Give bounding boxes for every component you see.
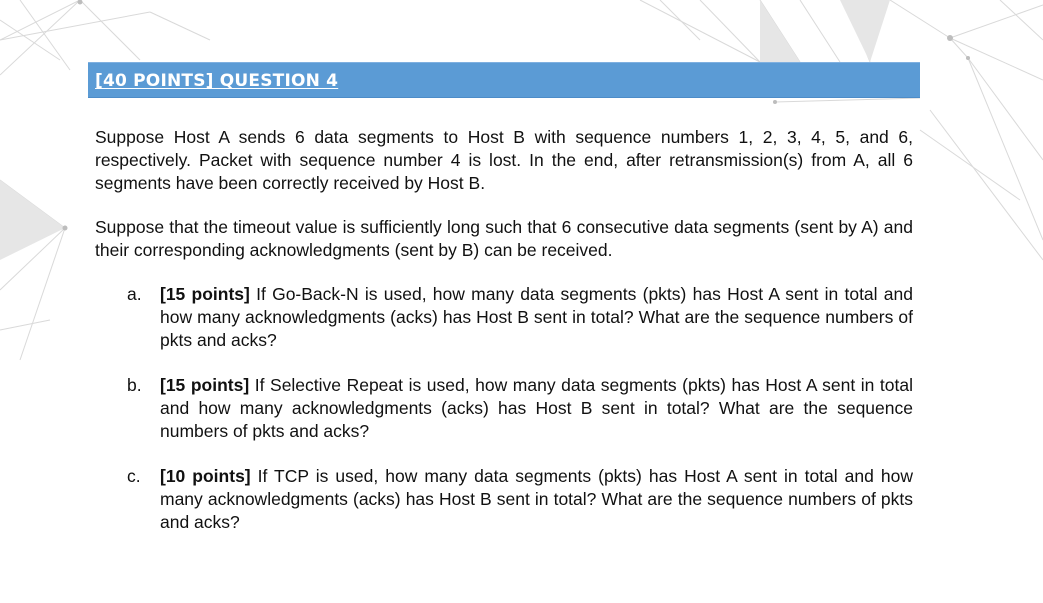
intro-paragraph-2: Suppose that the timeout value is sufficiently long such that 6 consecutive data segments (sent by A) and their corresponding acknowledgments (sent by B) can be received.: [95, 217, 913, 260]
sub-question-b: [95, 374, 913, 443]
sub-question-points: [15 points]: [160, 284, 257, 304]
sub-question-text: If Selective Repeat is used, how many data segments (pkts) has Host A sent in total and how many acknowledgments (acks) has Host B sent in total? What are the sequence numbers of pkts and acks?: [160, 375, 913, 441]
question-title: [40 POINTS] QUESTION 4: [95, 71, 339, 91]
sub-question-marker: b.: [127, 375, 142, 395]
question-header-bar: [88, 62, 920, 98]
question-body: [95, 126, 913, 556]
sub-question-a: [95, 283, 913, 352]
intro-paragraph-1: Suppose Host A sends 6 data segments to Host B with sequence numbers 1, 2, 3, 4, 5, and 6, respectively. Packet with sequence number 4 is lost. In the end, after retransmission(s) from A, all 6 segments have been correctly received by Host B.: [95, 127, 913, 193]
sub-question-list: [95, 283, 913, 534]
sub-question-marker: a.: [127, 284, 142, 304]
sub-question-c: [95, 465, 913, 534]
sub-question-points: [10 points]: [160, 466, 258, 486]
sub-question-points: [15 points]: [160, 375, 255, 395]
sub-question-text: If TCP is used, how many data segments (pkts) has Host A sent in total and how many acknowledgments (acks) has Host B sent in total? What are the sequence numbers of pkts and acks?: [160, 466, 913, 532]
sub-question-text: If Go-Back-N is used, how many data segments (pkts) has Host A sent in total and how many acknowledgments (acks) has Host B sent in total? What are the sequence numbers of pkts and acks?: [160, 284, 913, 350]
sub-question-marker: c.: [127, 466, 141, 486]
